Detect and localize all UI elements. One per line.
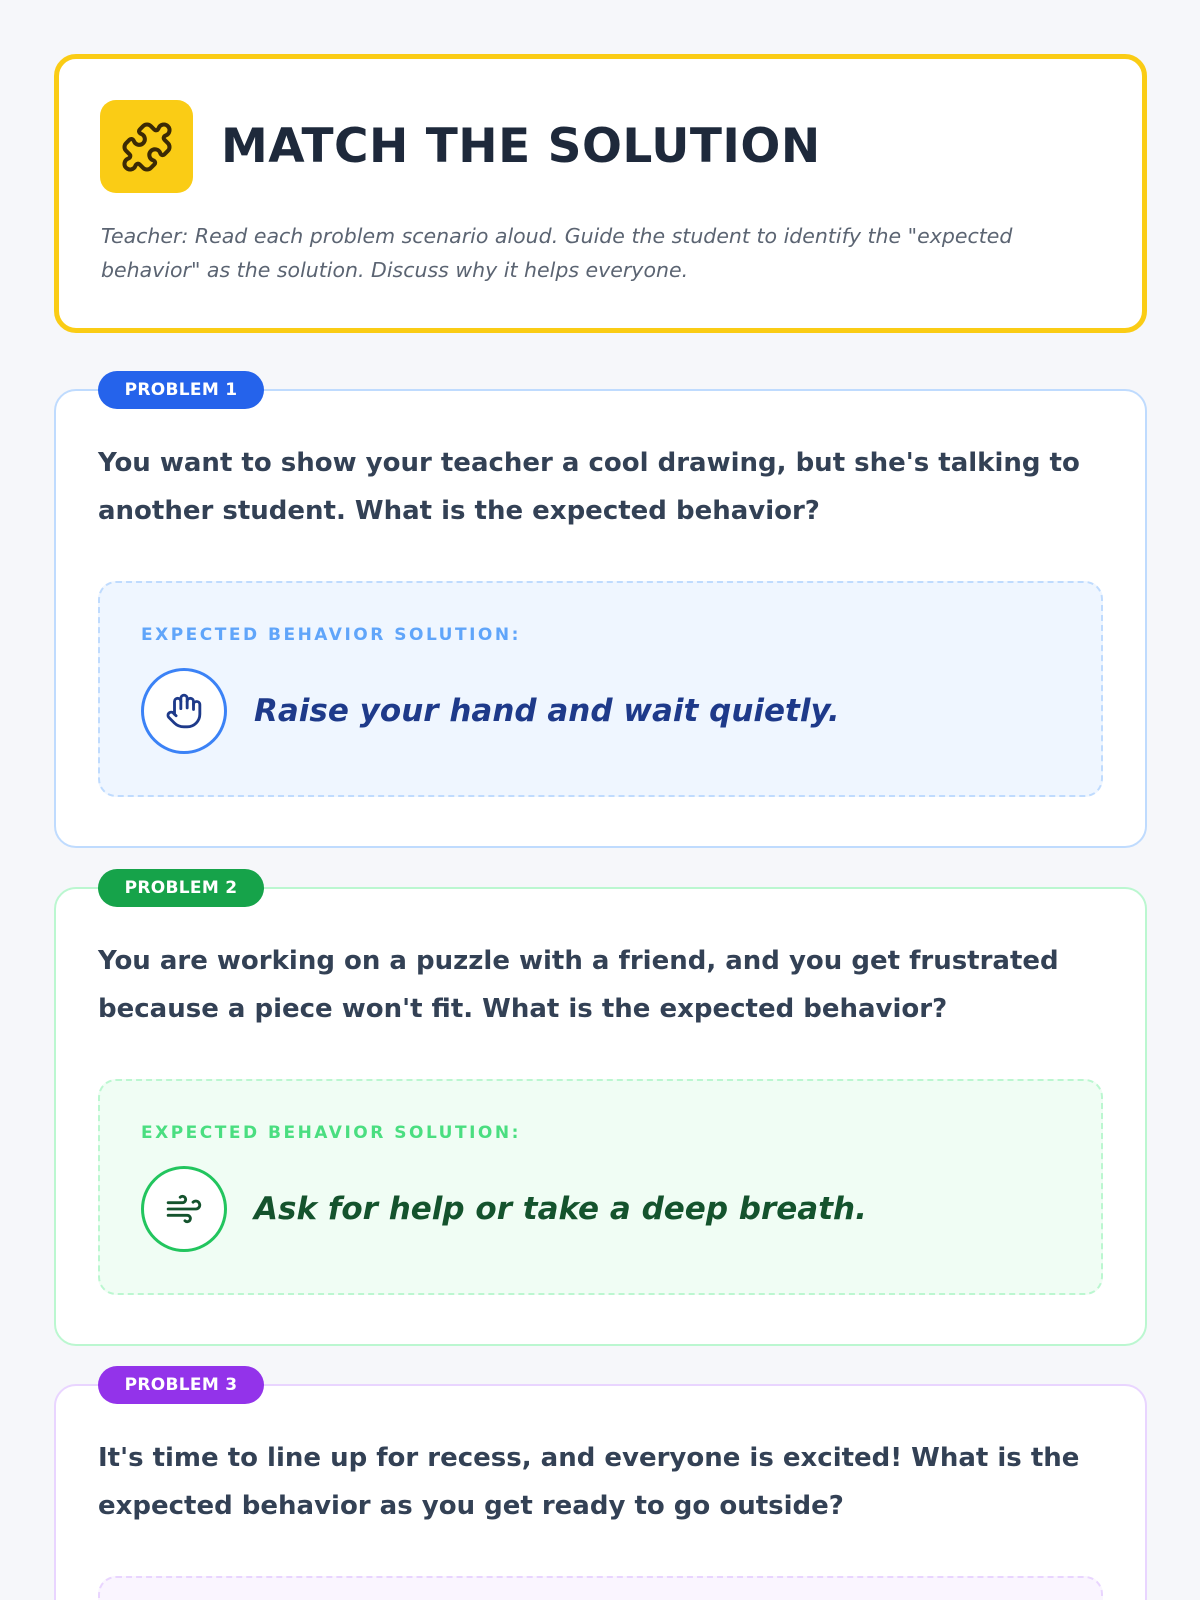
problem-question: You are working on a puzzle with a friend, and you get frustrated because a piece won't fit. What is the expected behavior?	[98, 946, 1059, 1024]
solution-box	[98, 1079, 1103, 1295]
problem-badge: PROBLEM 1	[98, 371, 264, 409]
puzzle-icon	[100, 100, 193, 193]
problem-card-3	[54, 1375, 1147, 1600]
solution-box	[98, 581, 1103, 797]
solution-text: Raise your hand and wait quietly.	[254, 693, 840, 729]
wind-breath-icon	[141, 1166, 227, 1252]
header-card	[54, 54, 1147, 333]
page-title: MATCH THE SOLUTION	[221, 119, 821, 174]
problem-card-2	[54, 878, 1147, 1346]
solution-box	[98, 1576, 1103, 1600]
problem-question: It's time to line up for recess, and everyone is excited! What is the expected behavior as you get ready to go outside?	[98, 1443, 1080, 1521]
problem-badge: PROBLEM 2	[98, 869, 264, 907]
problem-badge: PROBLEM 3	[98, 1366, 264, 1404]
problem-card-1	[54, 380, 1147, 848]
teacher-instructions: Teacher: Read each problem scenario aloud. Guide the student to identify the "expected behavior" as the solution. Discuss why it helps everyone.	[101, 224, 1013, 282]
solution-text: Ask for help or take a deep breath.	[254, 1191, 867, 1227]
raised-hand-icon	[141, 668, 227, 754]
problem-question: You want to show your teacher a cool drawing, but she's talking to another student. What is the expected behavior?	[98, 448, 1080, 526]
solution-label: EXPECTED BEHAVIOR SOLUTION:	[141, 1123, 521, 1143]
solution-label: EXPECTED BEHAVIOR SOLUTION:	[141, 625, 521, 645]
